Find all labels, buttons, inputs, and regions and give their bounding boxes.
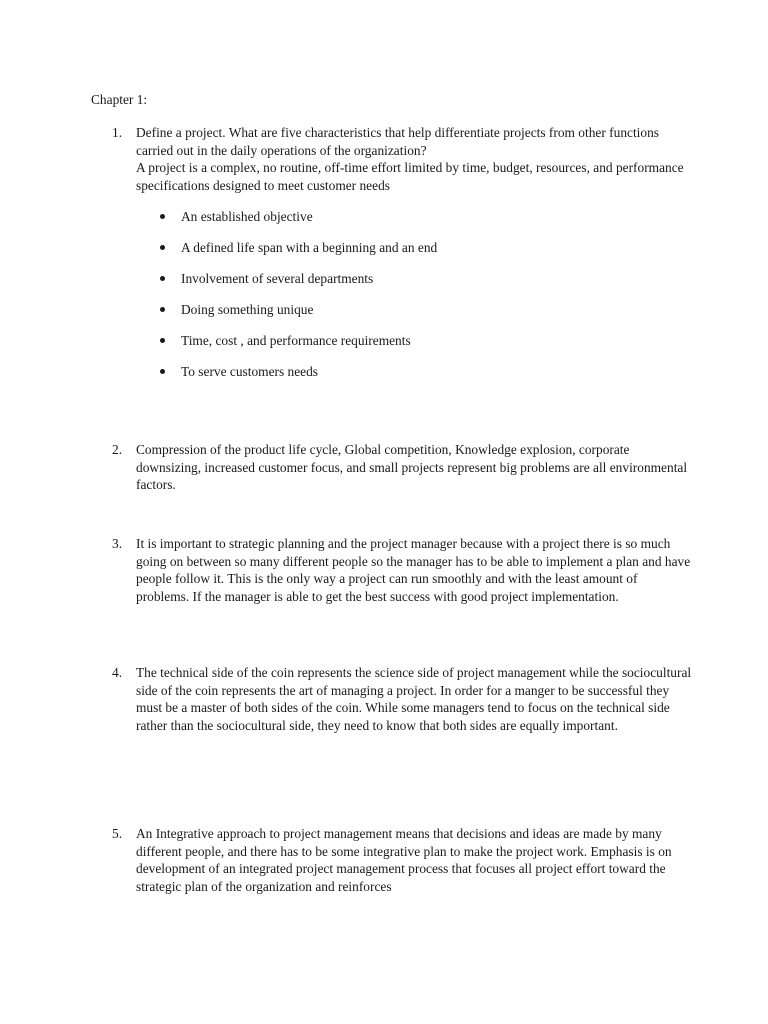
bullet-icon — [160, 338, 165, 343]
list-item — [136, 363, 692, 394]
list-item-text: An established objective — [181, 209, 313, 224]
question-number: 1. — [112, 125, 123, 140]
bullet-icon — [160, 307, 165, 312]
list-item-text: Doing something unique — [181, 302, 314, 317]
bullet-icon — [160, 276, 165, 281]
question-2 — [112, 441, 692, 494]
question-number: 5. — [112, 826, 123, 841]
question-number: 2. — [112, 442, 123, 457]
question-text: It is important to strategic planning and the project manager because with a project there is so much going on between so many different people so the manager has to be able to implement a plan and have people follow it. This is the only way a project can run smoothly and with the least amount of problems. If the manager is able to get the best success with good project implementation. — [136, 536, 691, 604]
list-item-text: Time, cost , and performance requirements — [181, 333, 411, 348]
question-number: 3. — [112, 536, 123, 551]
bullet-icon — [160, 245, 165, 250]
characteristics-list — [136, 208, 692, 394]
list-item — [136, 332, 692, 363]
bullet-icon — [160, 214, 165, 219]
list-item-text: A defined life span with a beginning and an end — [181, 240, 438, 255]
question-1 — [112, 124, 692, 394]
question-3 — [112, 535, 692, 605]
question-prompt: Define a project. What are five characteristics that help differentiate projects from other functions carried out in the daily operations of the organization? — [136, 125, 659, 158]
list-item — [136, 301, 692, 332]
question-text: Compression of the product life cycle, Global competition, Knowledge explosion, corporate downsizing, increased customer focus, and small projects represent big problems are all environmental factors. — [136, 442, 688, 492]
question-4 — [112, 664, 692, 734]
list-item-text: To serve customers needs — [181, 364, 319, 379]
list-item-text: Involvement of several departments — [181, 271, 374, 286]
question-number: 4. — [112, 665, 123, 680]
question-answer: A project is a complex, no routine, off-time effort limited by time, budget, resources, and performance specifications designed to meet customer needs — [136, 160, 684, 193]
list-item — [136, 239, 692, 270]
question-5 — [112, 825, 692, 895]
question-text: An Integrative approach to project management means that decisions and ideas are made by many different people, and there has to be some integrative plan to make the project work. Emphasis is on development of an integrated project management process that focuses all project effort toward the strategic plan of the organization and reinforces — [136, 826, 672, 894]
list-item — [136, 270, 692, 301]
bullet-icon — [160, 369, 165, 374]
chapter-heading: Chapter 1: — [91, 92, 148, 107]
question-text: The technical side of the coin represents the science side of project management while the sociocultural side of the coin represents the art of managing a project. In order for a manger to be successful they must be a master of both sides of the coin. While some managers tend to focus on the technical side rather than the sociocultural side, they need to know that both sides are equally important. — [136, 665, 692, 733]
list-item — [136, 208, 692, 239]
